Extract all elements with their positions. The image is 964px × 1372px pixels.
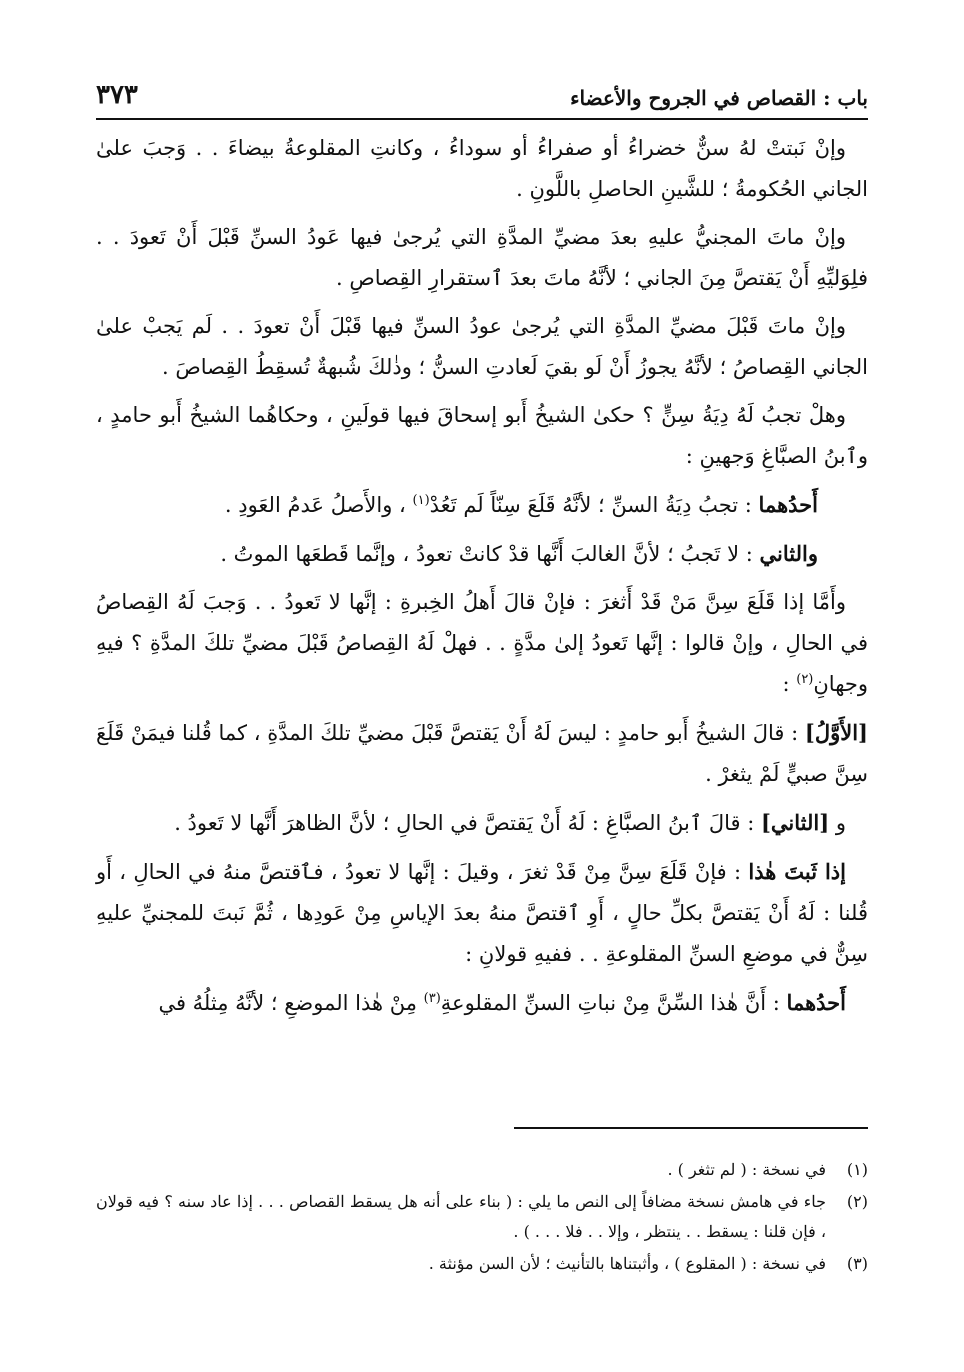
paragraph: وهلْ تجبُ لَهُ دِيَةُ سِنٍّ ؟ حكىٰ الشيخُ أَبو إسحاقَ فيها قولَينِ ، وحكاهُما الشيخُ أَبو حامدٍ ، وٱبنُ الصبَّاغِ وَجهينِ :	[96, 403, 868, 468]
footnote	[96, 1249, 868, 1279]
footnote-number: (٣)	[846, 1254, 868, 1273]
paragraph-lead: والثاني	[759, 541, 818, 566]
paragraph: [الأَوَّلُ] : قالَ الشيخُ أَبو حامدٍ : ليسَ لَهُ أَنْ يَقتصَّ قَبْلَ مضيِّ تلكَ المدَّةِ ، كما قُلنا فيمَنْ قَلَعَ سِنَّ صبيٍّ لَمْ يثغرْ .	[96, 720, 868, 786]
footnote-ref: (٢)	[796, 672, 814, 687]
paragraph-lead: أَحدُهما	[786, 990, 846, 1015]
paragraph: والثاني : لا تَجبُ ؛ لأنَّ الغالبَ أَنَّها قدْ كانتْ تعودُ ، وإنَّما قَطعَها الموتُ .	[220, 541, 818, 566]
paragraph: وأَمَّا إذا قَلَعَ سِنَّ مَنْ قَدْ أَثغرَ : فإنْ قالَ أَهلُ الخِبرةِ : إنَّها لا تَعودُ . . وَجبَ لَهُ القِصاصُ في الحالِ ، وإنْ قالوا : إنَّها تَعودُ إلىٰ مدَّةٍ . . فهلْ لَهُ القِصاصُ قَبْلَ مضيِّ تلكَ المدَّةِ ؟ فيهِ وجهانِ$^{(٢)}$ :	[96, 590, 868, 696]
footnote	[96, 1155, 868, 1185]
paragraph-lead: [الثاني]	[760, 810, 830, 835]
page-number: ٣٧٣	[96, 80, 138, 110]
paragraph: أَحدُهما : تجبُ دِيَةُ السنِّ ؛ لأنَّهُ قَلَعَ سِنّاً لَم تَعُدْ$^{(١)}$ ، والأَصلُ عَدمُ العَودِ .	[224, 492, 818, 517]
footnote-divider	[514, 1127, 868, 1129]
footnote-text: في نسخة : ( لم تثغر ) .	[667, 1160, 826, 1179]
footnote-text: في نسخة : ( المقلوع ) ، وأثبتناها بالتأنيث ؛ لأن السن مؤنثة .	[428, 1254, 826, 1273]
paragraph: أَحدُهما : أَنَّ هٰذا السِّنَّ مِنْ نباتِ السنِّ المقلوعةِ$^{(٣)}$ مِنْ هٰذا الموضعِ ؛ لأنَّهُ مِثلُهُ في	[158, 990, 846, 1015]
paragraph: وإنْ ماتَ المجنيُّ عليهِ بعدَ مضيِّ المدَّةِ التي يُرجىٰ فيها عَودُ السنِّ قَبْلَ أَنْ تَعودَ . . فلِوَليِّهِ أَنْ يَقتصَّ مِنَ الجاني ؛ لأنَّهُ ماتَ بعدَ ٱستقرارِ القِصاصِ .	[96, 225, 868, 290]
paragraph-lead: أَحدُهما	[758, 492, 818, 517]
paragraph: وإنْ نَبتتْ لهُ سنٌّ خضراءُ أو صفراءُ أو سوداءُ ، وكانتِ المقلوعةُ بيضاءَ . . وَجبَ علىٰ الجاني الحُكومةُ ؛ للشَّينِ الحاصلِ باللَّونِ .	[96, 136, 868, 201]
footnote-number: (١)	[846, 1160, 868, 1179]
main-text	[96, 128, 868, 1031]
paragraph: وإنْ ماتَ قَبْلَ مضيِّ المدَّةِ التي يُرجىٰ عودُ السنِّ فيها قَبْلَ أَنْ تعودَ . . لَم يَجبْ علىٰ الجاني القِصاصُ ؛ لأنَّهُ يجوزُ أَنْ لَو بقيَ لَعادتِ السنُّ ؛ وذٰلكَ شُبهةٌ تُسقِطُ القِصاصَ .	[96, 314, 868, 379]
footnote-number: (٢)	[846, 1192, 868, 1211]
footnotes	[96, 1155, 868, 1281]
footnote-text: جاء في هامش نسخة مضافاً إلى النص ما يلي : ( بناء على أنه هل يسقط القصاص . . . إذا عاد سنه ؟ فيه قولان ، فإن قلنا : يسقط . . ينتظر ، وإلا . . فلا . . . ) .	[96, 1192, 827, 1241]
paragraph-lead: إذا ثَبتَ هٰذا	[748, 859, 846, 884]
paragraph: و [الثاني] : قالَ ٱبنُ الصبَّاغِ : لَهُ أَنْ يَقتصَّ في الحالِ ؛ لأنَّ الظاهرَ أَنَّها لا تَعودُ .	[174, 810, 846, 835]
running-title: باب : القصاص في الجروح والأعضاء	[570, 86, 868, 110]
footnote	[96, 1187, 868, 1247]
footnote-ref: (١)	[412, 493, 430, 508]
paragraph: إذا ثَبتَ هٰذا : فإنْ قَلَعَ سِنَّ مِنْ قَدْ ثغرَ ، وقيلَ : إنَّها لا تعودُ ، فٱقتصَّ منهُ في الحالِ ، أَو قُلنا : لَهُ أَنْ يَقتصَّ بكلِّ حالٍ ، أَوِ ٱقتصَّ منهُ بعدَ الإياسِ مِنْ عَودِها ، ثُمَّ نَبتَ للمجنيِّ عليهِ سِنٌّ في موضعِ السنِّ المقلوعةِ . . ففيهِ قولانِ :	[96, 859, 868, 966]
footnote-ref: (٣)	[423, 991, 441, 1006]
page-header	[96, 70, 868, 120]
paragraph-lead: [الأَوَّلُ]	[804, 720, 868, 745]
